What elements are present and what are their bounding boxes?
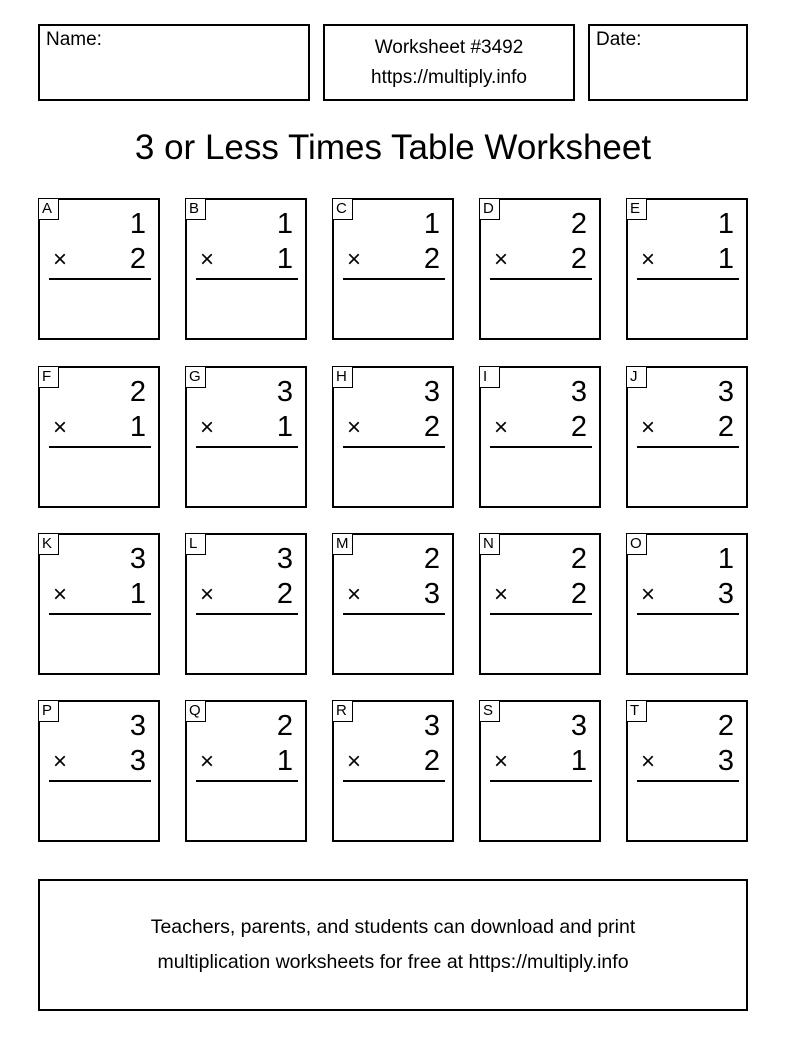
problem-letter: G	[185, 366, 206, 388]
problem-card	[332, 198, 454, 340]
problem-letter: M	[332, 533, 353, 555]
problem-card	[626, 700, 748, 842]
times-sign: ×	[641, 414, 656, 441]
problem-card	[626, 366, 748, 508]
times-sign: ×	[200, 748, 215, 775]
name-box	[38, 24, 310, 101]
multiplier: 3	[717, 745, 734, 777]
times-sign: ×	[641, 246, 656, 273]
problem-letter: N	[479, 533, 500, 555]
problem-card	[38, 198, 160, 340]
multiplicand: 3	[717, 376, 734, 408]
times-sign: ×	[494, 748, 509, 775]
multiplicand: 2	[423, 543, 440, 575]
multiplicand: 1	[423, 208, 440, 240]
multiplicand: 3	[423, 710, 440, 742]
times-sign: ×	[347, 414, 362, 441]
worksheet-title: 3 or Less Times Table Worksheet	[134, 128, 652, 167]
multiplicand: 1	[129, 208, 146, 240]
answer-line	[196, 446, 298, 448]
multiplicand: 3	[129, 543, 146, 575]
problem-letter: R	[332, 700, 353, 722]
times-sign: ×	[53, 414, 68, 441]
problem-letter: A	[38, 198, 59, 220]
answer-line	[196, 613, 298, 615]
problem-letter: T	[626, 700, 647, 722]
multiplier: 1	[570, 745, 587, 777]
times-sign: ×	[494, 581, 509, 608]
multiplicand: 3	[423, 376, 440, 408]
times-sign: ×	[494, 246, 509, 273]
problem-letter: B	[185, 198, 206, 220]
times-sign: ×	[53, 246, 68, 273]
times-sign: ×	[641, 748, 656, 775]
multiplicand: 2	[717, 710, 734, 742]
problem-letter: E	[626, 198, 647, 220]
worksheet-info-box	[323, 24, 575, 101]
problem-letter: D	[479, 198, 500, 220]
problem-card	[38, 700, 160, 842]
multiplier: 2	[570, 243, 587, 275]
times-sign: ×	[200, 414, 215, 441]
problem-letter: C	[332, 198, 353, 220]
footer-line-2: multiplication worksheets for free at https://multiply.info	[157, 951, 629, 973]
answer-line	[343, 278, 445, 280]
multiplier: 2	[570, 578, 587, 610]
multiplicand: 1	[717, 543, 734, 575]
problem-letter: S	[479, 700, 500, 722]
problem-letter: Q	[185, 700, 206, 722]
problem-letter: P	[38, 700, 59, 722]
problem-card	[332, 533, 454, 675]
multiplier: 1	[129, 578, 146, 610]
problem-card	[626, 198, 748, 340]
answer-line	[490, 446, 592, 448]
answer-line	[343, 446, 445, 448]
multiplicand: 2	[570, 208, 587, 240]
answer-line	[49, 446, 151, 448]
problem-letter: L	[185, 533, 206, 555]
problem-card	[185, 366, 307, 508]
multiplier: 2	[276, 578, 293, 610]
problem-card	[185, 533, 307, 675]
problem-letter: H	[332, 366, 353, 388]
answer-line	[637, 446, 739, 448]
multiplicand: 2	[129, 376, 146, 408]
multiplier: 1	[717, 243, 734, 275]
date-box	[588, 24, 748, 101]
multiplier: 2	[423, 745, 440, 777]
answer-line	[343, 613, 445, 615]
problem-card	[479, 366, 601, 508]
multiplicand: 3	[276, 376, 293, 408]
multiplicand: 2	[276, 710, 293, 742]
times-sign: ×	[347, 748, 362, 775]
multiplicand: 3	[570, 376, 587, 408]
multiplicand: 2	[570, 543, 587, 575]
answer-line	[49, 278, 151, 280]
problem-card	[626, 533, 748, 675]
multiplier: 1	[129, 411, 146, 443]
multiplicand: 1	[717, 208, 734, 240]
answer-line	[490, 780, 592, 782]
multiplier: 1	[276, 243, 293, 275]
times-sign: ×	[347, 246, 362, 273]
times-sign: ×	[347, 581, 362, 608]
answer-line	[196, 780, 298, 782]
multiplier: 2	[423, 243, 440, 275]
multiplier: 1	[276, 411, 293, 443]
footer-box	[38, 879, 748, 1011]
name-label: Name:	[46, 29, 102, 50]
date-label: Date:	[596, 29, 642, 50]
problem-letter: I	[479, 366, 500, 388]
answer-line	[490, 278, 592, 280]
answer-line	[49, 613, 151, 615]
problem-card	[479, 700, 601, 842]
multiplier: 2	[570, 411, 587, 443]
problem-card	[332, 700, 454, 842]
answer-line	[343, 780, 445, 782]
answer-line	[196, 278, 298, 280]
multiplier: 3	[423, 578, 440, 610]
problem-letter: J	[626, 366, 647, 388]
worksheet-url: https://multiply.info	[371, 66, 527, 88]
multiplier: 3	[717, 578, 734, 610]
problem-card	[479, 533, 601, 675]
times-sign: ×	[53, 581, 68, 608]
multiplicand: 3	[570, 710, 587, 742]
answer-line	[637, 613, 739, 615]
multiplier: 2	[423, 411, 440, 443]
times-sign: ×	[200, 246, 215, 273]
problem-letter: F	[38, 366, 59, 388]
answer-line	[490, 613, 592, 615]
problem-card	[185, 198, 307, 340]
times-sign: ×	[641, 581, 656, 608]
problem-card	[38, 533, 160, 675]
multiplier: 3	[129, 745, 146, 777]
times-sign: ×	[200, 581, 215, 608]
problem-letter: K	[38, 533, 59, 555]
problem-letter: O	[626, 533, 647, 555]
footer-line-1: Teachers, parents, and students can download and print	[150, 916, 636, 938]
answer-line	[637, 780, 739, 782]
multiplier: 2	[717, 411, 734, 443]
multiplicand: 3	[129, 710, 146, 742]
answer-line	[49, 780, 151, 782]
multiplicand: 1	[276, 208, 293, 240]
multiplier: 1	[276, 745, 293, 777]
problem-card	[38, 366, 160, 508]
times-sign: ×	[494, 414, 509, 441]
problem-card	[332, 366, 454, 508]
multiplier: 2	[129, 243, 146, 275]
problem-card	[185, 700, 307, 842]
answer-line	[637, 278, 739, 280]
times-sign: ×	[53, 748, 68, 775]
problem-card	[479, 198, 601, 340]
worksheet-number: Worksheet #3492	[374, 36, 524, 58]
multiplicand: 3	[276, 543, 293, 575]
